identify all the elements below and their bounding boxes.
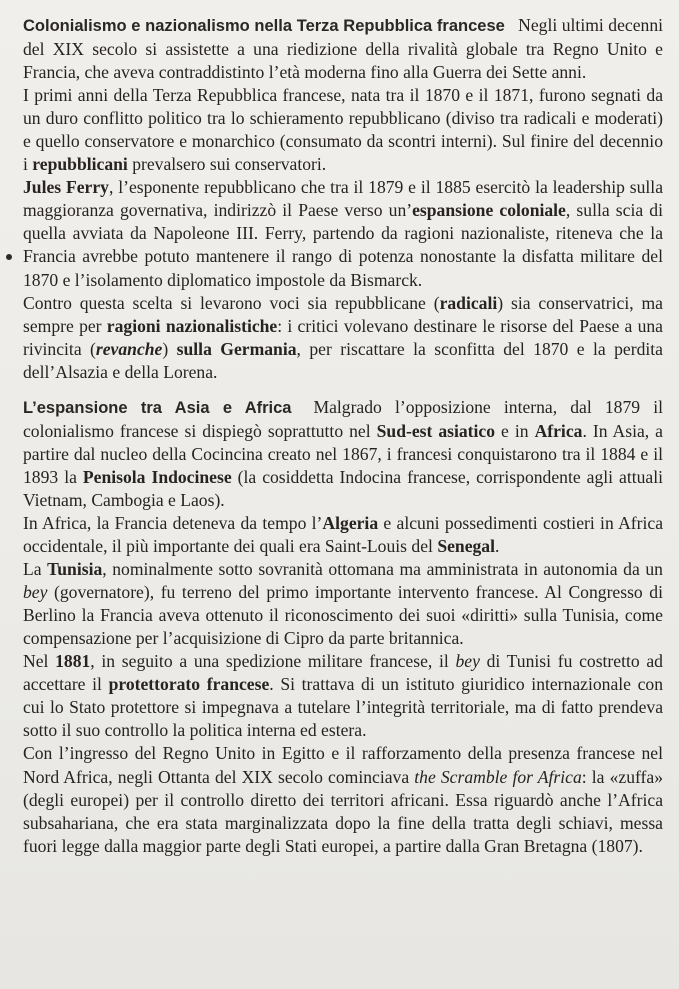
bold-text: Tunisia [47, 559, 103, 580]
text-run: . [494, 536, 500, 557]
section2-paragraph [23, 650, 663, 742]
section1-paragraph [23, 292, 663, 384]
bold-text: Senegal [437, 536, 495, 557]
section1-heading: Colonialismo e nazionalismo nella Terza Repubblica francese [23, 17, 505, 35]
bold-text: Jules Ferry [23, 177, 109, 198]
text-run: prevalsero sui conservatori. [127, 154, 327, 175]
text-run: Contro questa scelta si levarono voci sia repubblicane ( [23, 292, 440, 313]
bold-text: radicali [439, 292, 498, 313]
text-run: Con l’ingresso del Regno Unito in Egitto e il rafforzamento della presenza francese nel Nord Africa, negli Ottanta del XIX secolo cominciava [23, 743, 663, 787]
section2-paragraph [23, 742, 663, 857]
bold-text: Africa [534, 420, 583, 441]
text-run: e alcuni possedimenti costieri in Africa occidentale, il più importante dei quali era Saint-Louis del [23, 512, 663, 557]
text-run: In Africa, la Francia deteneva da tempo l’ [23, 512, 323, 533]
text-run: I primi anni della Terza Repubblica francese, nata tra il 1870 e il 1871, furono segnati da un duro conflitto politico tra lo schieramento repubblicano (diviso tra radicali e moderati) e quello conservatore e monarchico (consumato da scontri interni). Sul finire del decennio i [23, 85, 663, 175]
bold-text: sulla Germania [176, 338, 297, 359]
text-run: Nel [23, 651, 56, 672]
section1-first-paragraph [23, 14, 663, 84]
bold-text: protettorato francese [108, 674, 270, 695]
text-run: ) sia conservatrici, ma sempre per [23, 292, 663, 336]
bold-text: 1881 [55, 651, 91, 672]
section-spacer [23, 384, 663, 396]
text-run: , in seguito a una spedizione militare francese, il [90, 651, 456, 672]
text-body [23, 14, 663, 858]
section2-paragraph [23, 558, 663, 650]
section2-first-paragraph [23, 396, 663, 512]
section1-paragraph [23, 84, 663, 176]
text-run: Negli ultimi decenni del XIX secolo si assistette a una riedizione della rivalità globale tra Regno Unito e Francia, che aveva contraddistinto l’età moderna fino alla Guerra dei Sette anni. [23, 15, 664, 83]
text-run: , l’esponente repubblicano che tra il 1879 e il 1885 esercitò la leadership sulla maggioranza governativa, indirizzò il Paese verso un’ [23, 177, 663, 221]
section2-heading: L’espansione tra Asia e Africa [23, 398, 292, 417]
bold-text: repubblicani [32, 154, 128, 175]
italic-text: bey [455, 651, 480, 672]
text-run: : la «zuffa» (degli europei) per il controllo diretto dei territori africani. Essa riguardò anche l’Africa subsahariana, che era stata marginalizzata dopo la fine della tratta degli schiavi, messa fuori legge dalla maggior parte degli Stati europei, a partire dalla Gran Bretagna (1807). [23, 766, 664, 856]
bold-text: espansione coloniale [412, 200, 566, 221]
text-run: (governatore), fu terreno del primo importante intervento francese. Al Congresso di Berlino la Francia aveva ottenuto il riconoscimento dei suoi «diritti» sulla Tunisia, come compensazione per l’acquisizione di Cipro da parte britannica. [23, 582, 663, 649]
text-run: , nominalmente sotto sovranità ottomana ma amministrata in autonomia da un [102, 559, 663, 580]
bold-text: Sud-est asiatico [376, 420, 496, 441]
italic-text: bey [23, 582, 48, 603]
text-run: Malgrado l’opposizione interna, dal 1879 il colonialismo francese si dispiegò soprattutto nel [23, 396, 663, 441]
bold-text: ragioni nazionalistiche [106, 315, 278, 336]
text-run: . Si trattava di un istituto giuridico internazionale con cui lo Stato protettore si impegnava a tutelare l’integrità territoriale, ma di fatto prendeva sotto il suo controllo la politica interna ed estera. [23, 674, 663, 741]
text-run: , sulla scia di quella avviata da Napoleone III. Ferry, partendo da ragioni nazionaliste, riteneva che la Francia avrebbe potuto mantenere il rango di potenza nonostante la disfatta militare del 1870 e l’isolamento diplomatico impostole da Bismarck. [23, 200, 663, 290]
page-dot [6, 254, 12, 260]
section1-paragraph [23, 176, 663, 291]
text-run: . In Asia, a partire dal nucleo della Cocincina creato nel 1867, i francesi conquistarono tra il 1884 e il 1893 la [23, 420, 663, 487]
text-run: (la cosiddetta Indocina francese, corrispondente agli attuali Vietnam, Cambogia e Laos). [23, 466, 664, 510]
bold-italic-text: revanche [95, 338, 163, 359]
text-run: La [23, 559, 48, 580]
section2-paragraph [23, 512, 663, 558]
text-run: : i critici volevano destinare le risorse del Paese a una rivincita ( [23, 315, 663, 359]
bold-text: Algeria [322, 512, 379, 533]
italic-text: the Scramble for Africa [414, 766, 582, 787]
text-run: e in [495, 420, 535, 441]
text-run: ) [162, 338, 177, 359]
text-run: di Tunisi fu costretto ad accettare il [23, 651, 663, 695]
text-run: , per riscattare la sconfitta del 1870 e la perdita dell’Alsazia e della Lorena. [23, 338, 663, 382]
bold-text: Penisola Indocinese [82, 466, 232, 487]
